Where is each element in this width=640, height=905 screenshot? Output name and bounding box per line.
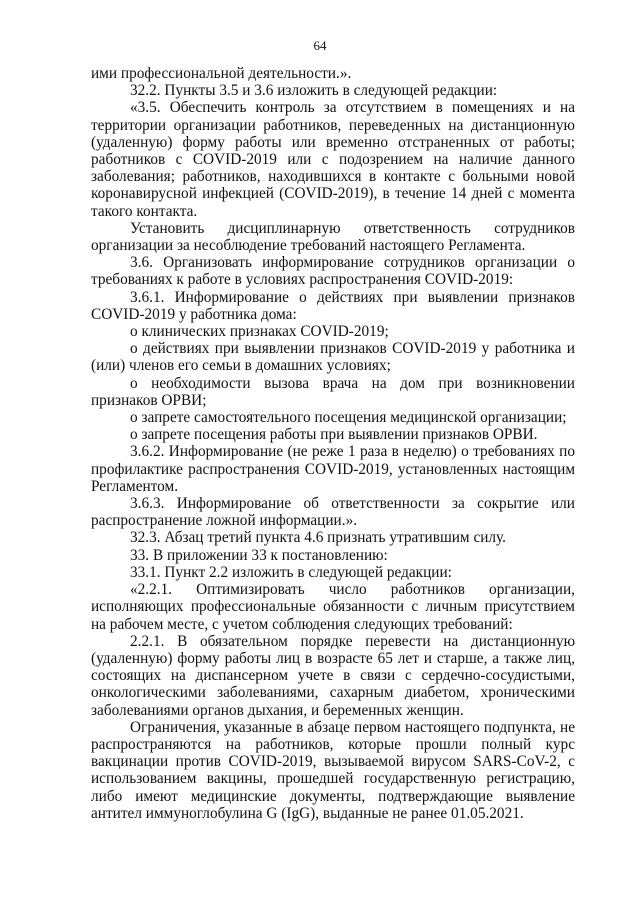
document-body <box>91 65 575 822</box>
paragraph: 33. В приложении 33 к постановлению: <box>130 546 388 564</box>
paragraph: о запрете посещения работы при выявлении признаков ОРВИ. <box>130 426 538 444</box>
page-number: 64 <box>313 38 327 53</box>
paragraph: 32.3. Абзац третий пункта 4.6 признать утратившим силу. <box>130 529 506 547</box>
paragraph: 3.6.3. Информирование об ответственности за сокрытие или распространение ложной информации.». <box>91 495 575 530</box>
paragraph: о запрете самостоятельного посещения медицинской организации; <box>130 409 567 427</box>
paragraph: о действиях при выявлении признаков COVID-2019 у работника и (или) членов его семьи в домашних условиях; <box>91 340 575 375</box>
paragraph: 3.6. Организовать информирование сотрудников организации о требованиях к работе в условиях распространения COVID-2019: <box>91 254 575 289</box>
paragraph: «2.2.1. Оптимизировать число работников организации, исполняющих профессиональные обязанности с личным присутствием на рабочем месте, с учетом соблюдения следующих требований: <box>91 581 575 633</box>
paragraph: ими профессиональной деятельности.». <box>91 65 352 82</box>
paragraph: о необходимости вызова врача на дом при возникновении признаков ОРВИ; <box>91 374 575 409</box>
paragraph: 3.6.2. Информирование (не реже 1 раза в неделю) о требованиях по профилактике распространения COVID-2019, установленных настоящим Регламентом. <box>91 443 575 495</box>
paragraph: о клинических признаках COVID-2019; <box>130 323 389 341</box>
paragraph: «3.5. Обеспечить контроль за отсутствием в помещениях и на территории организации работников, переведенных на дистанционную (удаленную) форму работы или временно отстраненных от работы; работников с COVID-2019 или с подозрением на наличие данного заболевания; работников, находившихся в контакте с больными новой коронавирусной инфекцией (COVID-2019), в течение 14 дней с момента такого контакта. <box>91 99 575 220</box>
paragraph: Установить дисциплинарную ответственность сотрудников организации за несоблюдение требований настоящего Регламента. <box>91 219 575 255</box>
paragraph: 33.1. Пункт 2.2 изложить в следующей редакции: <box>130 563 452 581</box>
paragraph: 32.2. Пункты 3.5 и 3.6 изложить в следующей редакции: <box>130 82 498 100</box>
paragraph: 3.6.1. Информирование о действиях при выявлении признаков COVID-2019 у работника дома: <box>91 288 575 323</box>
paragraph: Ограничения, указанные в абзаце первом настоящего подпункта, не распространяются на работников, которые прошли полный курс вакцинации против COVID-2019, вызываемой вирусом SARS-CoV-2, с использованием вакцины, прошедшей государственную регистрацию, либо имеют медицинские документы, подтверждающие выявление антител иммуноглобулина G (IgG), выданные не ранее 01.05.2021. <box>91 718 575 822</box>
paragraph: 2.2.1. В обязательном порядке перевести на дистанционную (удаленную) форму работы лиц в возрасте 65 лет и старше, а также лиц, состоящих на диспансерном учете в связи с сердечно-сосудистыми, онкологическими заболеваниями, сахарным диабетом, хроническими заболеваниями органов дыхания, и беременных женщин. <box>91 632 575 719</box>
